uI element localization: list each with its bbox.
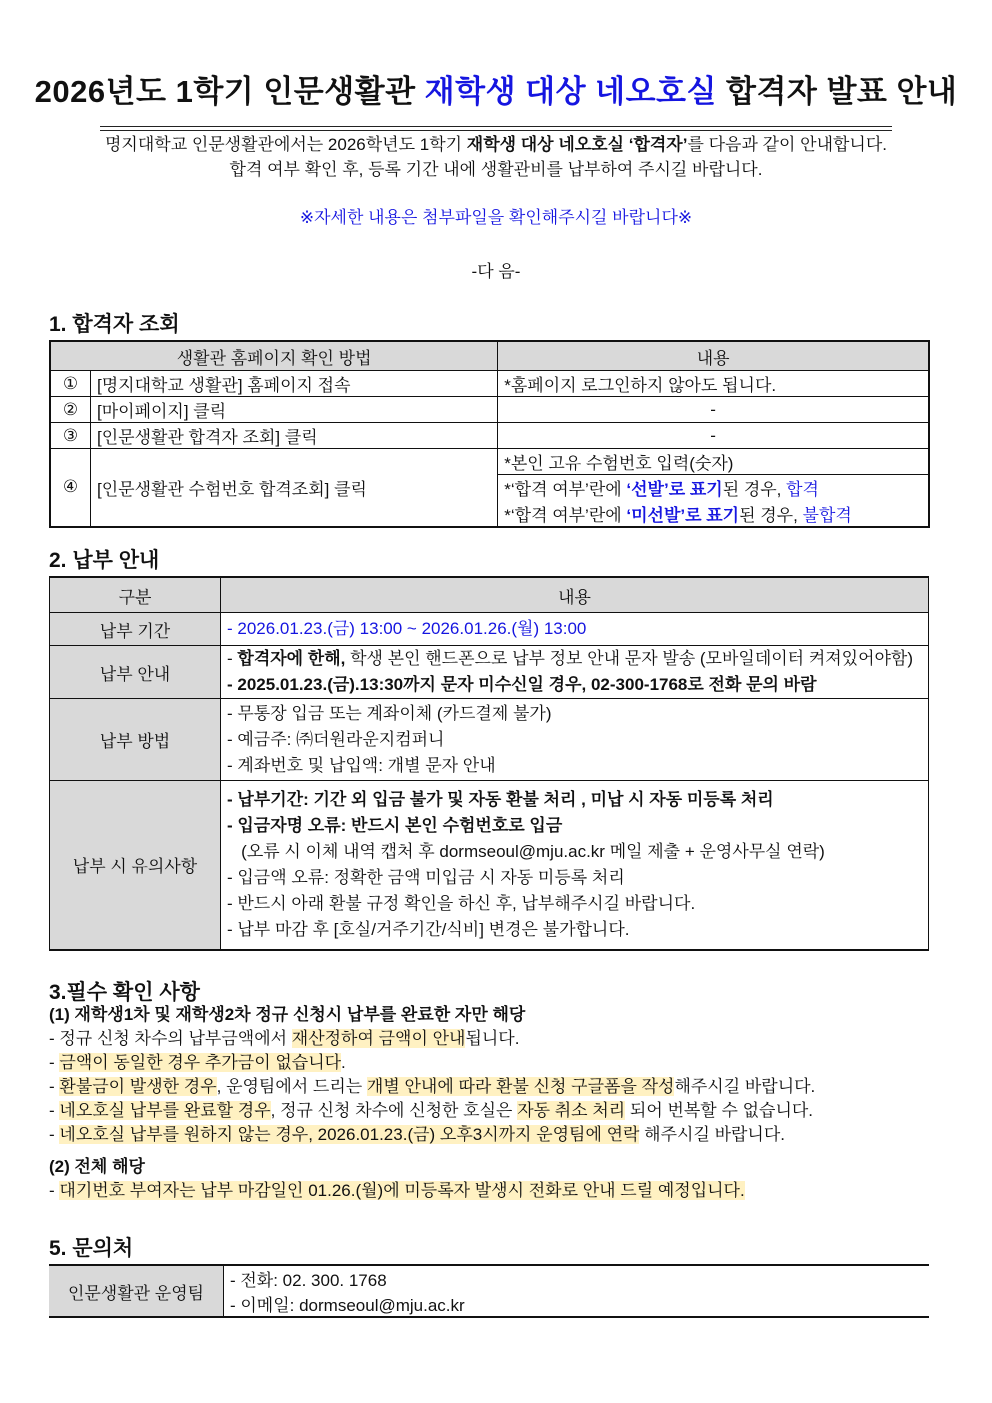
section-heading: 3.필수 확인 사항 [49,981,200,1004]
content-line [227,701,922,727]
table-header-row [50,341,929,371]
highlighted-text: 환불금이 발생한 경우 [59,1077,217,1096]
text-segment: 불합격 [802,505,852,525]
table-row [50,397,929,423]
text-segment: - 반드시 아래 환불 규정 확인을 하신 후, 납부해주시길 바랍니다. [227,893,696,913]
da-eum-heading: -다 음- [471,262,521,281]
text-segment: *본인 고유 수험번호 입력(숫자) [504,454,734,473]
step-content [498,501,929,527]
text-segment: ‘미선발’로 표기 [626,505,740,525]
content-line [227,813,922,839]
highlighted-text: 자동 취소 처리 [517,1101,626,1120]
row-label: 납부 안내 [50,646,221,699]
intro [0,132,992,182]
text-segment: - [49,1125,60,1144]
text-segment: - 계좌번호 및 납입액: 개별 문자 안내 [227,755,496,775]
contact-table [49,1264,929,1318]
table-row [50,371,929,397]
text-segment: , 운영팀에서 드리는 [216,1077,367,1096]
text-segment: - 입금액 오류: 정확한 금액 미입금 시 자동 미등록 처리 [227,867,625,887]
notice-line [49,1123,785,1147]
text-segment: *‘합격 여부’란에 [504,505,627,525]
column-header: 구분 [50,577,221,613]
row-content [221,646,929,699]
text-segment: 를 다음과 같이 안내합니다. [687,135,887,154]
intro-line [0,157,992,182]
text-segment: 된 경우, [722,480,787,500]
text-segment: ‘선발’로 표기 [626,480,723,500]
text-segment: (오류 시 이체 내역 캡처 후 dormseoul@mju.ac.kr 메일 제출 + 운영사무실 연락) [227,841,825,861]
text-segment: - [710,425,716,445]
column-header: 내용 [221,577,929,613]
table-row [50,449,929,475]
text-segment: 2026년도 1학기 인문생활관 [34,74,425,109]
column-header: 생활관 홈페이지 확인 방법 [50,341,498,371]
text-segment: *홈페이지 로그인하지 않아도 됩니다. [504,376,777,395]
row-content [221,613,929,646]
highlighted-text: 대기번호 부여자는 납부 마감일인 01.26.(월)에 미등록자 발생시 전화로 안내 드릴 예정입니다. [59,1181,745,1200]
row-content [221,699,929,781]
text-segment: - [49,1181,60,1200]
table-row [50,699,929,781]
highlighted-text: 네오호실 납부를 원하지 않는 경우, 2026.01.23.(금) 오후3시까지 운영팀에 연락 [59,1125,640,1144]
content-line [227,616,922,642]
table-row [49,1265,929,1291]
contact-label: 인문생활관 운영팀 [49,1265,224,1317]
text-segment: 해주시길 바랍니다. [674,1077,816,1096]
text-segment: 해주시길 바랍니다. [639,1125,785,1144]
payment-table [49,576,929,951]
step-content [498,371,929,397]
row-label: 납부 시 유의사항 [50,781,221,950]
row-content [221,781,929,950]
text-segment: 된 경우, [739,505,803,525]
text-segment: - [49,1053,60,1072]
notice-line [49,1051,346,1075]
step-number: ② [50,397,91,423]
section-heading: 5. 문의처 [49,1237,134,1260]
content-line [227,865,922,891]
lookup-table [49,340,930,528]
group-title: (1) 재학생1차 및 재학생2차 정규 신청시 납부를 완료한 자만 해당 [49,1005,526,1024]
section-heading: 2. 납부 안내 [49,549,160,572]
step-content [498,475,929,501]
notice-line [49,1179,745,1203]
title-divider [100,126,892,127]
text-segment: 명지대학교 인문생활관에서는 2026학년도 1학기 [105,135,467,154]
content-line [227,646,922,672]
highlighted-text: 개별 안내에 따라 환불 신청 구글폼을 작성 [366,1077,675,1096]
content-line [227,917,922,943]
content-line [227,891,922,917]
text-segment: - 예금주: ㈜더원라운지컴퍼니 [227,729,445,749]
page-title [0,66,992,111]
step-method: [인문생활관 수험번호 합격조회] 클릭 [91,449,498,527]
step-content [498,449,929,475]
step-method: [마이페이지] 클릭 [91,397,498,423]
table-row [50,781,929,950]
text-segment: - [49,1101,60,1120]
title-divider [100,130,892,131]
table-row [50,423,929,449]
step-number: ④ [50,449,91,527]
step-number: ① [50,371,91,397]
content-line [227,787,922,813]
text-segment: 되어 번복할 수 없습니다. [625,1101,814,1120]
notice-line [49,1027,519,1051]
column-header: 내용 [498,341,929,371]
contact-email: - 이메일: dormseoul@mju.ac.kr [224,1291,930,1317]
text-segment: 재학생 대상 네오호실 ‘합격자’ [466,135,688,154]
step-method: [인문생활관 합격자 조회] 클릭 [91,423,498,449]
text-segment: - 2026.01.23.(금) 13:00 ~ 2026.01.26.(월) 13:00 [227,619,587,638]
text-segment: - [49,1077,60,1096]
table-row [50,613,929,646]
highlighted-text: 네오호실 납부를 완료할 경우 [59,1101,271,1120]
text-segment: - 입금자명 오류: 반드시 본인 수험번호로 입금 [227,815,563,835]
step-content [498,397,929,423]
notice-line [49,1099,813,1123]
text-segment: - 납부기간: 기간 외 입금 불가 및 자동 환불 처리 , 미납 시 자동 미등록 처리 [227,789,774,809]
content-line [227,839,922,865]
text-segment: 학생 본인 핸드폰으로 납부 정보 안내 문자 발송 (모바일데이터 켜져있어야함) [345,649,914,668]
text-segment: - 2025.01.23.(금).13:30까지 문자 미수신일 경우, 02-300-1768로 전화 문의 바람 [227,675,817,694]
text-segment: 재학생 대상 네오호실 [424,74,717,109]
highlighted-text: 금액이 동일한 경우 추가금이 없습니다 [59,1053,342,1072]
content-line [227,672,922,698]
content-line [227,753,922,779]
content-line [227,727,922,753]
attachment-notice: ※자세한 내용은 첨부파일을 확인해주시길 바랍니다※ [299,208,693,227]
step-content [498,423,929,449]
step-method: [명지대학교 생활관] 홈페이지 접속 [91,371,498,397]
text-segment: *‘합격 여부’란에 [504,480,627,500]
text-segment: 합격 여부 확인 후, 등록 기간 내에 생활관비를 납부하여 주시길 바랍니다. [229,160,763,179]
table-header-row [50,577,929,613]
text-segment: - 정규 신청 차수의 납부금액에서 [49,1029,292,1048]
row-label: 납부 방법 [50,699,221,781]
highlighted-text: 재산정하여 금액이 안내 [291,1029,466,1048]
section-heading: 1. 합격자 조회 [49,313,180,336]
intro-line [0,132,992,157]
notice-line [49,1075,815,1099]
step-number: ③ [50,423,91,449]
text-segment: 됩니다. [465,1029,520,1048]
text-segment: 합격자 발표 안내 [716,74,958,109]
text-segment: - [227,649,238,668]
contact-phone: - 전화: 02. 300. 1768 [224,1265,930,1291]
text-segment: - [710,399,716,419]
text-segment: 합격 [786,480,819,500]
table-row [50,646,929,699]
row-label: 납부 기간 [50,613,221,646]
group-title: (2) 전체 해당 [49,1157,145,1176]
text-segment: , 정규 신청 차수에 신청한 호실은 [270,1101,518,1120]
text-segment: - 납부 마감 후 [호실/거주기간/식비] 변경은 불가합니다. [227,919,630,939]
text-segment: - 무통장 입금 또는 계좌이체 (카드결제 불가) [227,703,552,723]
text-segment: 합격자에 한해, [237,649,346,668]
text-segment: . [341,1053,346,1072]
